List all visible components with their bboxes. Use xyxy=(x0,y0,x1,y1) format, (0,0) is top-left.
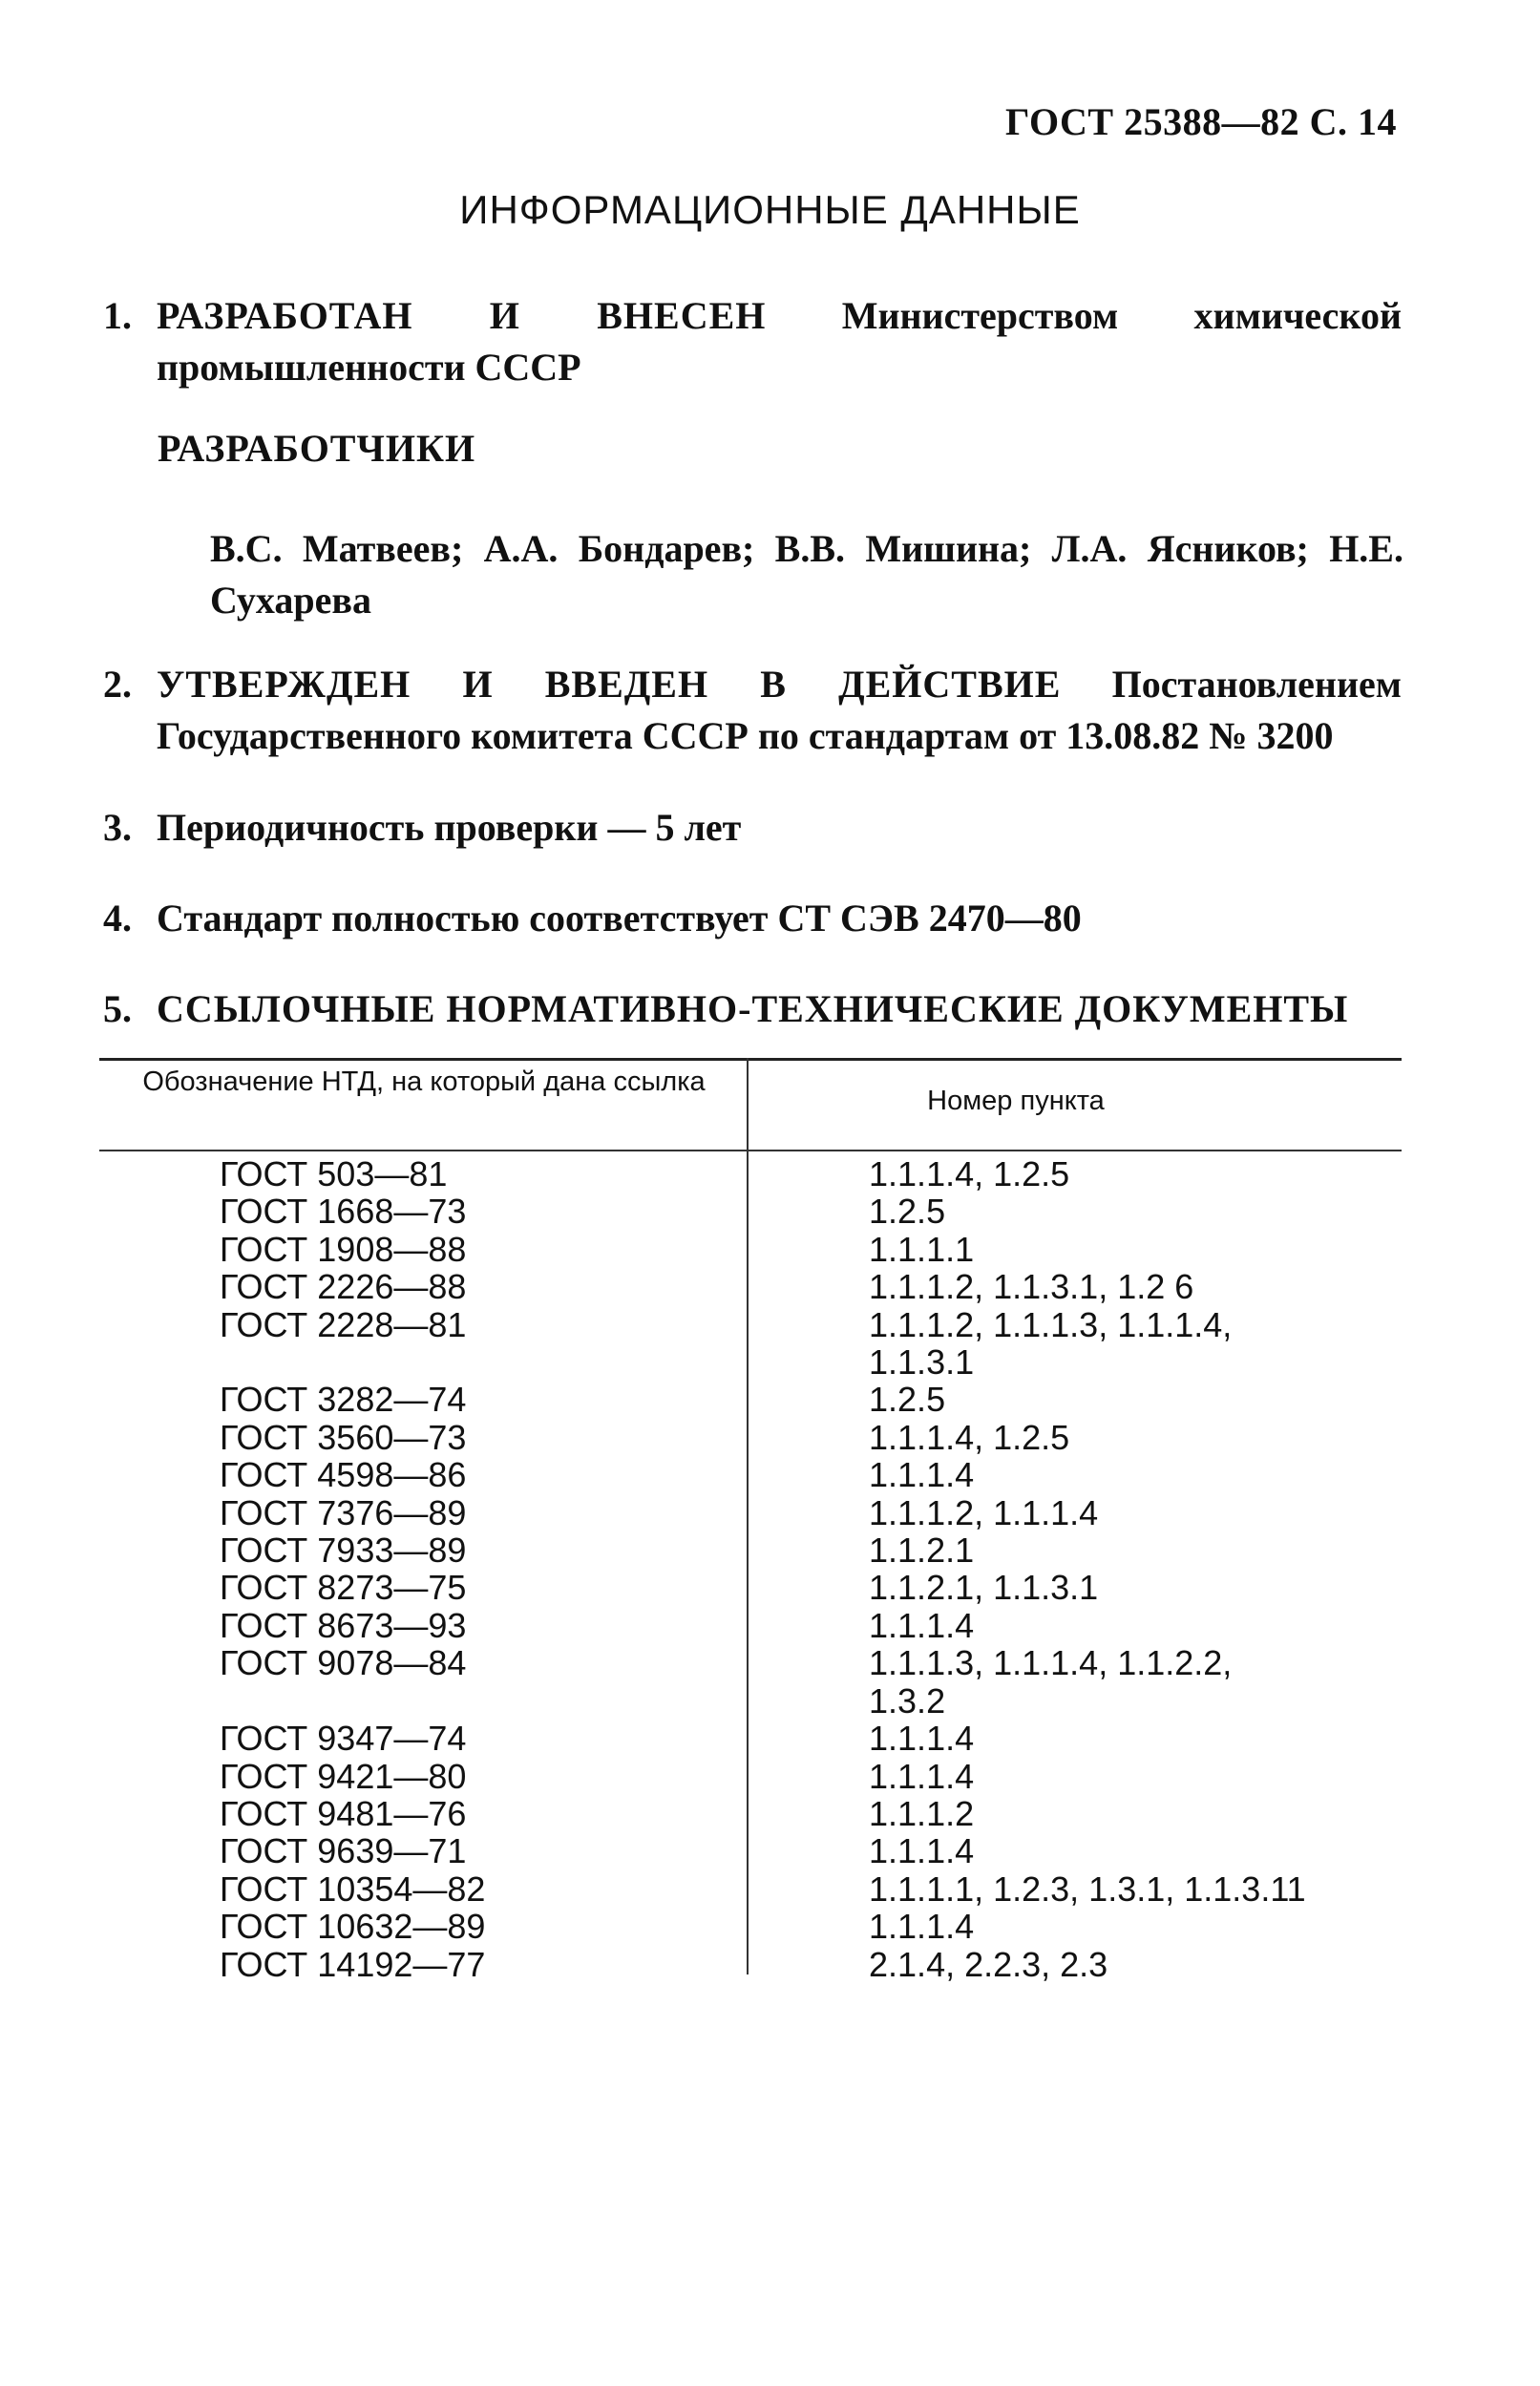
item-number: 1. xyxy=(103,294,132,337)
table-cell-doc: ГОСТ 1908—88 xyxy=(220,1229,467,1269)
table-cell-clauses: 1.1.1.4 xyxy=(869,1719,975,1759)
table-cell-clauses: 1.1.1.1 xyxy=(869,1229,975,1269)
item-number: 5. xyxy=(103,987,132,1030)
table-cell-clauses: 1.1.1.3, 1.1.1.4, 1.1.2.2, 1.3.2 xyxy=(869,1643,1233,1721)
table-cell-doc: ГОСТ 3560—73 xyxy=(220,1417,467,1457)
info-item-2 xyxy=(103,659,1402,762)
table-cell-clauses: 1.1.1.4 xyxy=(869,1605,975,1645)
table-row xyxy=(99,1832,1402,1869)
table-header-clause: Номер пункта xyxy=(927,1086,1105,1116)
table-cell-clauses: 1.1.1.4 xyxy=(869,1831,975,1871)
table-body xyxy=(99,1155,1402,1983)
table-row xyxy=(99,1306,1402,1382)
item-number: 2. xyxy=(103,663,132,706)
developers-names: В.С. Матвеев; А.А. Бондарев; В.В. Мишина; Л.А. Ясников; Н.Е. Сухарева xyxy=(210,527,1403,622)
table-cell-doc: ГОСТ 4598—86 xyxy=(220,1455,467,1495)
table-row xyxy=(99,1381,1402,1418)
table-cell-doc: ГОСТ 8673—93 xyxy=(220,1605,467,1645)
table-row xyxy=(99,1644,1402,1720)
table-row xyxy=(99,1155,1402,1193)
table-cell-doc: ГОСТ 9481—76 xyxy=(220,1793,467,1833)
table-row xyxy=(99,1946,1402,1983)
table-row xyxy=(99,1419,1402,1456)
table-row xyxy=(99,1607,1402,1644)
item-text: Периодичность проверки — 5 лет xyxy=(157,806,742,849)
table-cell-doc: ГОСТ 503—81 xyxy=(220,1154,448,1193)
table-cell-doc: ГОСТ 1668—73 xyxy=(220,1192,467,1232)
table-cell-clauses: 1.1.1.2, 1.1.1.4 xyxy=(869,1492,1099,1532)
table-row xyxy=(99,1231,1402,1268)
table-cell-doc: ГОСТ 7933—89 xyxy=(220,1531,467,1571)
table-cell-doc: ГОСТ 9421—80 xyxy=(220,1756,467,1796)
table-top-rule xyxy=(99,1058,1402,1061)
item-text: Стандарт полностью соответствует СТ СЭВ 2470—80 xyxy=(157,897,1082,940)
info-item-1 xyxy=(103,290,1402,393)
item-text: Министерством химической промышленности СССР xyxy=(157,294,1402,389)
table-cell-clauses: 1.1.1.4, 1.2.5 xyxy=(869,1154,1070,1193)
info-item-3 xyxy=(103,802,1402,854)
table-row xyxy=(99,1720,1402,1757)
table-header-rule xyxy=(99,1150,1402,1151)
item-number: 3. xyxy=(103,806,132,849)
table-cell-doc: ГОСТ 10632—89 xyxy=(220,1907,486,1947)
info-item-4 xyxy=(103,893,1402,944)
table-row xyxy=(99,1908,1402,1945)
table-cell-doc: ГОСТ 3282—74 xyxy=(220,1380,467,1420)
table-cell-doc: ГОСТ 8273—75 xyxy=(220,1568,467,1608)
table-cell-clauses: 1.1.2.1 xyxy=(869,1531,975,1571)
table-cell-doc: ГОСТ 9639—71 xyxy=(220,1831,467,1871)
table-cell-clauses: 1.1.1.4 xyxy=(869,1907,975,1947)
table-row xyxy=(99,1268,1402,1305)
table-cell-clauses: 1.2.5 xyxy=(869,1192,946,1232)
item-text: ССЫЛОЧНЫЕ НОРМАТИВНО-ТЕХНИЧЕСКИЕ ДОКУМЕНТЫ xyxy=(157,987,1349,1030)
table-row xyxy=(99,1531,1402,1569)
table-cell-doc: ГОСТ 7376—89 xyxy=(220,1492,467,1532)
table-cell-clauses: 2.1.4, 2.2.3, 2.3 xyxy=(869,1944,1108,1984)
table-row xyxy=(99,1193,1402,1230)
table-cell-clauses: 1.1.1.4, 1.2.5 xyxy=(869,1417,1070,1457)
table-cell-clauses: 1.1.1.4 xyxy=(869,1756,975,1796)
table-row xyxy=(99,1494,1402,1531)
developers-heading: РАЗРАБОТЧИКИ xyxy=(158,427,476,470)
table-row xyxy=(99,1569,1402,1606)
table-cell-clauses: 1.1.2.1, 1.1.3.1 xyxy=(869,1568,1099,1608)
table-cell-clauses: 1.1.1.2, 1.1.3.1, 1.2 6 xyxy=(869,1267,1194,1307)
table-cell-doc: ГОСТ 2228—81 xyxy=(220,1304,467,1344)
table-cell-clauses: 1.1.1.2, 1.1.1.3, 1.1.1.4, 1.1.3.1 xyxy=(869,1304,1233,1383)
table-row xyxy=(99,1870,1402,1908)
document-reference: ГОСТ 25388—82 С. 14 xyxy=(1004,100,1397,143)
table-cell-clauses: 1.2.5 xyxy=(869,1380,946,1420)
table-header-doc: Обозначение НТД, на который дана ссылка xyxy=(142,1066,706,1097)
table-cell-doc: ГОСТ 9078—84 xyxy=(220,1643,467,1683)
table-cell-clauses: 1.1.1.4 xyxy=(869,1455,975,1495)
table-cell-clauses: 1.1.1.2 xyxy=(869,1793,975,1833)
item-text: Постановлением Государственного комитета СССР по стандартам от 13.08.82 № 3200 xyxy=(157,663,1402,757)
table-row xyxy=(99,1456,1402,1493)
table-cell-doc: ГОСТ 9347—74 xyxy=(220,1719,467,1759)
table-cell-clauses: 1.1.1.1, 1.2.3, 1.3.1, 1.1.3.11 xyxy=(869,1869,1306,1909)
table-row xyxy=(99,1795,1402,1832)
item-number: 4. xyxy=(103,897,132,940)
item-lead: РАЗРАБОТАН И ВНЕСЕН xyxy=(157,294,767,337)
table-cell-doc: ГОСТ 2226—88 xyxy=(220,1267,467,1307)
table-cell-doc: ГОСТ 10354—82 xyxy=(220,1869,486,1909)
table-row xyxy=(99,1758,1402,1795)
item-lead: УТВЕРЖДЕН И ВВЕДЕН В ДЕЙСТВИЕ xyxy=(157,663,1062,706)
info-item-5 xyxy=(103,983,1402,1035)
page-title: ИНФОРМАЦИОННЫЕ ДАННЫЕ xyxy=(459,187,1081,232)
table-cell-doc: ГОСТ 14192—77 xyxy=(220,1944,486,1984)
